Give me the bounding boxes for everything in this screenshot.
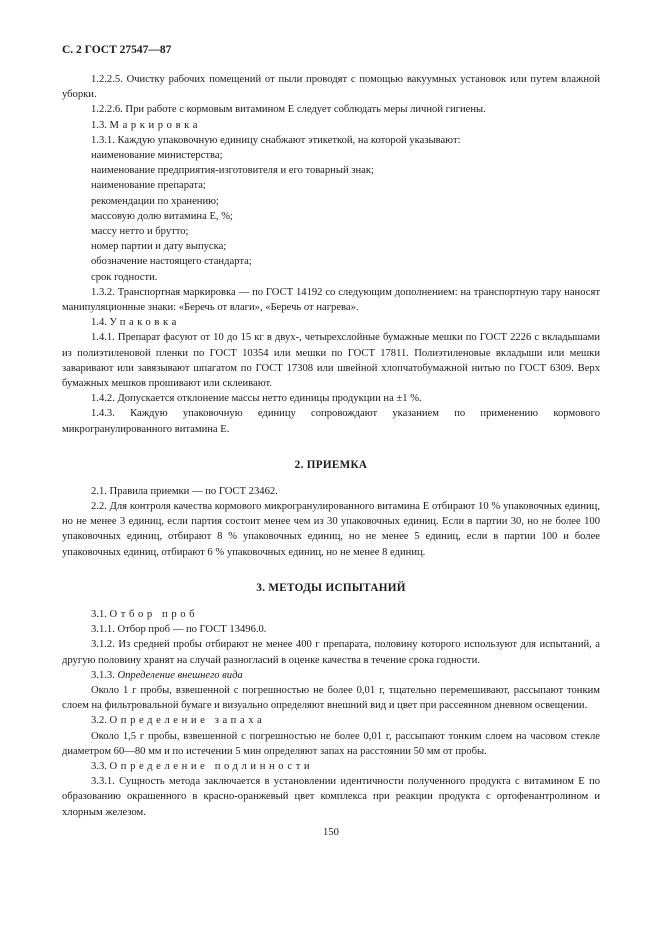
paragraph-text: 3.1.2. Из средней пробы отбирают не менее 400 г препарата, половину которого используют для испытаний, а другую половину хранят на случай разногласий в оценке качества в течение срока годности.: [62, 639, 600, 666]
paragraph: [62, 72, 600, 102]
paragraph-text: 1.2.2.6. При работе с кормовым витамином Е следует соблюдать меры личной гигиены.: [91, 104, 486, 116]
paragraph: [62, 102, 600, 117]
paragraph-text: 3.3.: [91, 760, 110, 772]
spaced-heading: Упаковка: [109, 317, 180, 329]
paragraph: [62, 683, 600, 713]
paragraph-text: 1.4.: [91, 317, 110, 329]
paragraph: [62, 133, 600, 148]
section-2-title: 2. ПРИЕМКА: [294, 458, 368, 471]
paragraph-text: 1.2.2.5. Очистку рабочих помещений от пыли проводят с помощью вакуумных установок или путем влажной уборки.: [62, 74, 600, 101]
paragraph-text: наименование препарата;: [91, 180, 206, 192]
spaced-heading: Определение подлинности: [109, 760, 314, 772]
paragraph: [62, 406, 600, 436]
paragraph-text: 1.4.1. Препарат фасуют от 10 до 15 кг в двух-, четырехслойные бумажные мешки по ГОСТ 2226 с вкладышами из полиэтиленовой пленки по ГОСТ 10354 или мешки по ГОСТ 17811. Полиэтиленовые вкладыши или мешки заваривают или завязывают шпагатом по ГОСТ 17308 или швейной хлопчатобумажной нитью по ГОСТ 6309. Верх бумажных мешков прошивают или склеивают.: [62, 332, 600, 390]
paragraph: [62, 330, 600, 391]
paragraph: [62, 622, 600, 637]
section-1-body: [62, 72, 600, 437]
paragraph-text: обозначение настоящего стандарта;: [91, 256, 252, 268]
paragraph-text: 3.1.: [91, 608, 110, 620]
paragraph: [62, 637, 600, 667]
list-item: [62, 163, 600, 178]
italic-heading: Определение внешнего вида: [117, 669, 243, 681]
spaced-heading: Определение запаха: [109, 715, 266, 727]
list-item: [62, 148, 600, 163]
list-item: [62, 270, 600, 285]
paragraph: [62, 713, 600, 728]
spaced-heading: Отбор проб: [109, 608, 199, 620]
list-item: [62, 224, 600, 239]
paragraph: [62, 391, 600, 406]
paragraph-text: 1.3.1. Каждую упаковочную единицу снабжают этикеткой, на которой указывают:: [91, 134, 461, 146]
list-item: [62, 194, 600, 209]
paragraph: [62, 607, 600, 622]
paragraph: [62, 285, 600, 315]
list-item: [62, 209, 600, 224]
page-number: 150: [323, 826, 339, 838]
paragraph-text: 1.4.2. Допускается отклонение массы нетто единицы продукции на ±1 %.: [91, 393, 422, 405]
paragraph: [62, 484, 600, 499]
paragraph-text: наименование предприятия-изготовителя и его товарный знак;: [91, 165, 374, 177]
paragraph-text: наименование министерства;: [91, 150, 223, 162]
paragraph-text: 1.3.: [91, 119, 110, 131]
paragraph-text: Около 1,5 г пробы, взвешенной с погрешностью не более 0,01 г, рассыпают тонким слоем на часовом стекле диаметром 60—80 мм и по истечении 5 мин определяют запах на расстоянии 50 мм от пробы.: [62, 730, 600, 757]
paragraph: [62, 118, 600, 133]
list-item: [62, 254, 600, 269]
document-page: [62, 44, 600, 838]
paragraph: [62, 729, 600, 759]
paragraph-text: 2.2. Для контроля качества кормового микрогранулированного витамина Е отбирают 10 % упаковочных единиц, но не менее 3 единиц, если партия состоит менее чем из 30 упаковочных единиц. Если в партии 30, но не более 100 упаковочных единиц, отбирают 8 % упаковочных единиц, но не менее 5 единиц, если в партии 100 и более упаковочных единиц, отбирают 6 % упаковочных единиц, но не менее 8 единиц.: [62, 501, 600, 558]
paragraph-text: 1.3.2. Транспортная маркировка — по ГОСТ 14192 со следующим дополнением: на транспортную тару наносят манипуляционные знаки: «Беречь от влаги», «Беречь от нагрева».: [62, 286, 600, 314]
paragraph: [62, 499, 600, 560]
paragraph-text: 3.1.3.: [91, 669, 118, 681]
paragraph-text: номер партии и дату выпуска;: [91, 241, 227, 253]
paragraph-text: срок годности.: [91, 271, 158, 283]
section-2-body: [62, 484, 600, 560]
list-item: [62, 178, 600, 193]
section-3-title: 3. МЕТОДЫ ИСПЫТАНИЙ: [256, 581, 406, 594]
spaced-heading: Маркировка: [109, 119, 202, 131]
paragraph-text: Около 1 г пробы, взвешенной с погрешностью не более 0,01 г, тщательно перемешивают, рассыпают тонким слоем на фильтровальной бумаге и визуально определяют внешний вид и цвет при рассеянном дневном освещении.: [62, 684, 600, 712]
paragraph: [62, 315, 600, 330]
paragraph: [62, 774, 600, 820]
paragraph-text: рекомендации по хранению;: [91, 195, 220, 207]
list-item: [62, 239, 600, 254]
page-header: С. 2 ГОСТ 27547—87: [62, 44, 172, 56]
paragraph-text: массу нетто и брутто;: [91, 226, 189, 238]
paragraph: [62, 668, 600, 683]
section-3-body: [62, 607, 600, 820]
paragraph: [62, 759, 600, 774]
paragraph-text: массовую долю витамина Е, %;: [91, 210, 233, 222]
paragraph-text: 3.1.1. Отбор проб — по ГОСТ 13496.0.: [91, 624, 267, 636]
paragraph-text: 3.3.1. Сущность метода заключается в установлении идентичности полученного продукта с витамином Е по образованию окрашенного в красно-оранжевый цвет комплекса при реакции продукта с ортофенантролином и хлорным железом.: [62, 776, 600, 818]
paragraph-text: 3.2.: [91, 715, 110, 727]
paragraph-text: 2.1. Правила приемки — по ГОСТ 23462.: [91, 485, 278, 497]
paragraph-text: 1.4.3. Каждую упаковочную единицу сопровождают указанием по применению кормового микрогранулированного витамина Е.: [62, 408, 600, 435]
